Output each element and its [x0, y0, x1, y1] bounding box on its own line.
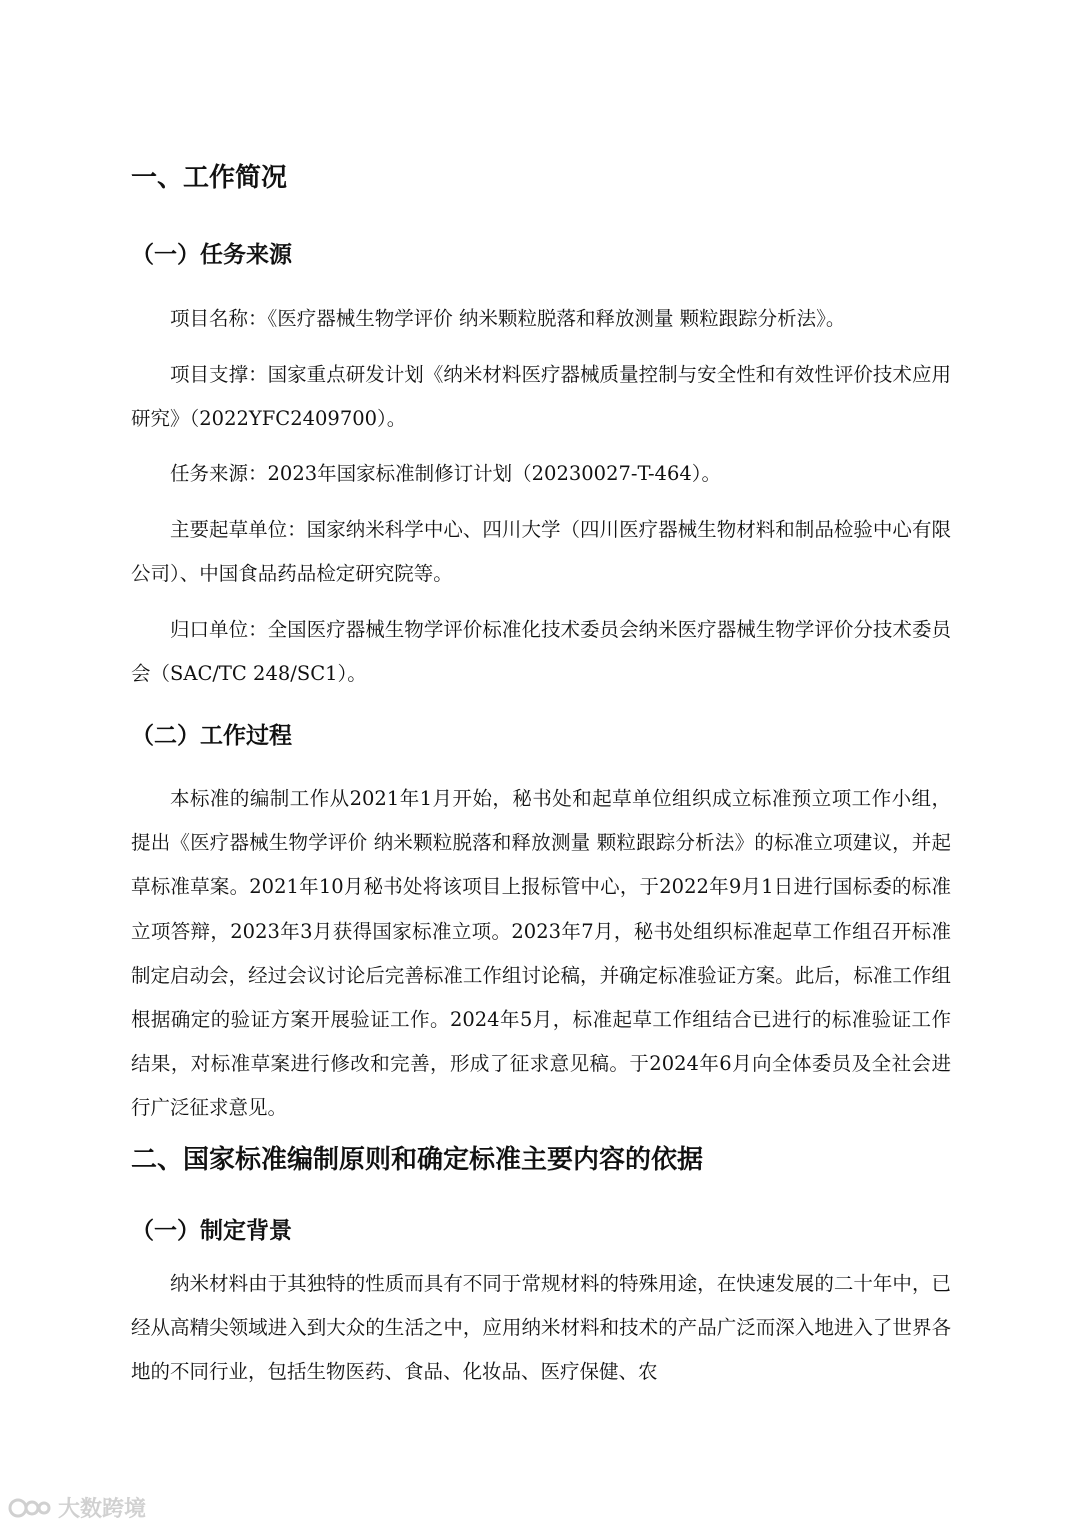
section-2-1-title: （一）制定背景 — [131, 1218, 292, 1244]
paragraph-drafting-units: 主要起草单位：国家纳米科学中心、四川大学（四川医疗器械生物材料和制品检验中心有限公司）、中国食品药品检定研究院等。 — [131, 518, 951, 586]
paragraph-background: 纳米材料由于其独特的性质而具有不同于常规材料的特殊用途，在快速发展的二十年中，已经从高精尖领域进入到大众的生活之中，应用纳米材料和技术的产品广泛而深入地进入了世界各地的不同行业，包括生物医药、食品、化妆品、医疗保健、农 — [131, 1272, 951, 1384]
paragraph-task-source: 任务来源：2023年国家标准制修订计划（20230027-T-464）。 — [170, 462, 722, 485]
paragraph-project-name: 项目名称：《医疗器械生物学评价 纳米颗粒脱落和释放测量 颗粒跟踪分析法》。 — [170, 307, 846, 330]
section-1-title: 一、工作简况 — [131, 163, 288, 193]
paragraph-centralized-unit: 归口单位：全国医疗器械生物学评价标准化技术委员会纳米医疗器械生物学评价分技术委员会（SAC/TC 248/SC1）。 — [131, 618, 951, 686]
section-1-1-title: （一）任务来源 — [131, 242, 292, 268]
paragraph-project-support: 项目支撑：国家重点研发计划《纳米材料医疗器械质量控制与安全性和有效性评价技术应用研究》（2022YFC2409700）。 — [131, 363, 951, 431]
section-1-2-title: （二）工作过程 — [131, 723, 292, 749]
watermark — [8, 1492, 146, 1523]
watermark-text: 大数跨境 — [58, 1497, 147, 1522]
section-2-title: 二、国家标准编制原则和确定标准主要内容的依据 — [131, 1145, 704, 1175]
logo-icon — [8, 1495, 54, 1521]
paragraph-work-process: 本标准的编制工作从2021年1月开始，秘书处和起草单位组织成立标准预立项工作小组，提出《医疗器械生物学评价 纳米颗粒脱落和释放测量 颗粒跟踪分析法》的标准立项建议，并起草标准草案。2021年10月秘书处将该项目上报标管中心，于2022年9月1日进行国标委的标准立项答辩，2023年3月获得国家标准立项。2023年7月，秘书处组织标准起草工作组召开标准制定启动会，经过会议讨论后完善标准工作组讨论稿，并确定标准验证方案。此后，标准工作组根据确定的验证方案开展验证工作。2024年5月，标准起草工作组结合已进行的标准验证工作结果，对标准草案进行修改和完善，形成了征求意见稿。于2024年6月向全体委员及全社会进行广泛征求意见。 — [131, 787, 951, 1120]
